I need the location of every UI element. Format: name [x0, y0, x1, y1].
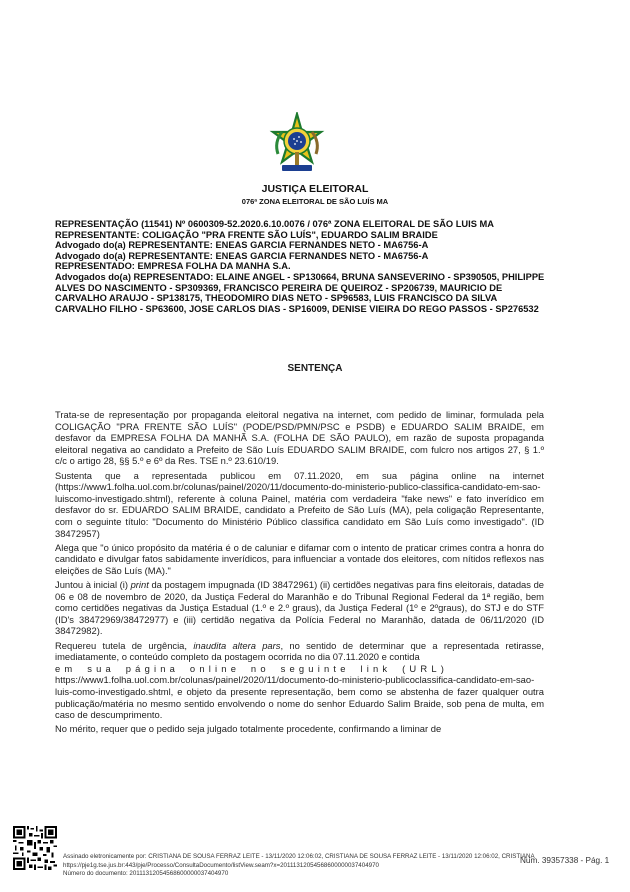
text-run: , no sentido de determinar que a representada retirasse, imediatamente, o conteúdo completo da postagem ocorrida no dia 07.11.2020 e contida	[55, 639, 545, 663]
document-title: SENTENÇA	[287, 363, 343, 374]
italic-term: print	[130, 579, 149, 591]
qr-code-icon[interactable]	[13, 826, 57, 870]
text-run: em sua página online no seguinte link (URL)	[55, 662, 449, 674]
defendant: REPRESENTADO: EMPRESA FOLHA DA MANHA S.A.	[55, 261, 291, 272]
text-run: https://www1.folha.uol.com.br/colunas/painel/2020/11/documento-do-ministerio-publicoclassifica-candidato-em-sao-luis-como-investigado.shtml, e objeto da presente representação, bem como se abstenha de fazer qualquer outra publicação/matéria no mesmo sentido envolvendo o nome do senhor Eduardo Salim Braide, sob pena de multa, em caso de descumprimento.	[55, 674, 544, 721]
case-caption	[55, 219, 545, 314]
paragraph: Sustenta que a representada publicou em 07.11.2020, em sua página online na internet (https://www1.folha.uol.com.br/colunas/painel/2020/11/documento-do-ministerio-publico-classifica-candidato-em-sao-luiscomo-investigado.shtml), referente à coluna Painel, matéria com verdadeira "fake news" e fato inverídico em desfavor do sr. EDUARDO SALIM BRAIDE, candidato a Prefeito de São Luís (MA), pela coligação Representante, com o seguinte título: "Documento do Ministério Público classifica candidato em São Luís como investigado". (ID 38472957)	[55, 469, 544, 539]
paragraph	[55, 640, 544, 721]
sentence-body	[55, 409, 544, 738]
text-run: Requereu tutela de urgência,	[55, 639, 194, 651]
case-number: REPRESENTAÇÃO (11541) Nº 0600309-52.2020.6.10.0076 / 076ª ZONA ELEITORAL DE SÃO LUIS MA	[55, 219, 494, 229]
signature-info	[63, 853, 535, 879]
court-name: JUSTIÇA ELEITORAL	[261, 183, 369, 195]
paragraph: Trata-se de representação por propaganda eleitoral negativa na internet, com pedido de liminar, formulada pela COLIGAÇÃO "PRA FRENTE SÃO LUÍS" (PODE/PSD/PMN/PSC e PSDB) e EDUARDO SALIM BRAIDE, em desfavor da EMPRESA FOLHA DA MANHÃ S.A. (FOLHA DE SÃO PAULO), em razão de suposta propaganda eleitoral negativa ao candidato a Prefeito de São Luís EDUARDO SALIM BRAIDE, com fulcro nos artigos 27, § 1.º c/c o artigo 28, §§ 5.º e 6º da Res. TSE n.º 23.610/19.	[55, 409, 544, 467]
plaintiff-lawyer: Advogado do(a) REPRESENTANTE: ENEAS GARCIA FERNANDES NETO - MA6756-A	[55, 250, 429, 261]
italic-term: inaudita altera pars	[193, 639, 281, 651]
paragraph: Alega que "o único propósito da matéria é o de caluniar e difamar com o intento de praticar crimes contra a honra do candidato e divulgar fatos sabidamente inverídicos, para influenciar a vontade dos eleitores, com nítidos reflexos nas eleições de São Luís (MA)."	[55, 541, 544, 576]
document-number: Número do documento: 20111312054568600000037404970	[63, 870, 229, 878]
plaintiff: REPRESENTANTE: COLIGAÇÃO "PRA FRENTE SÃO LUÍS", EDUARDO SALIM BRAIDE	[55, 229, 438, 240]
signature-footer	[0, 826, 630, 892]
plaintiff-lawyer: Advogado do(a) REPRESENTANTE: ENEAS GARCIA FERNANDES NETO - MA6756-A	[55, 240, 429, 251]
brasao-republica-emblem	[268, 112, 326, 174]
text-run: da postagem impugnada (ID 38472961) (ii) certidões negativas para fins eleitorais, datadas de 06 e 08 de novembro de 2020, da Justiça Federal do Maranhão e do Tribunal Regional Federal da 1ª região, bem como certidões negativas da Justiça Estadual (1.º e 2.º graus), da Justiça Federal (1º e 2ºgraus), do STJ e do STF (ID's 38472969/38472977) e (iii) certidão negativa da Polícia Federal no Maranhão, datada de 06/11/2020 (ID 38472982).	[55, 579, 544, 637]
paragraph: No mérito, requer que o pedido seja julgado totalmente procedente, confirmando a liminar de	[55, 723, 442, 735]
page-number: Num. 39357338 - Pág. 1	[520, 856, 610, 865]
text-run: Juntou à inicial (i)	[55, 579, 131, 591]
electoral-zone: 076ª ZONA ELEITORAL DE SÃO LUÍS MA	[241, 197, 389, 206]
verification-url[interactable]: https://pje1g.tse.jus.br:443/pje/Processo/ConsultaDocumento/listView.seam?x=20111312054568600000037404970	[63, 861, 379, 869]
signed-by: Assinado eletronicamente por: CRISTIANA DE SOUSA FERRAZ LEITE - 13/11/2020 12:06:02, CRISTIANA DE SOUSA FERRAZ LEITE - 13/11/2020 12:06:02, CRISTIANA	[63, 853, 535, 860]
defendant-lawyers: Advogados do(a) REPRESENTADO: ELAINE ANGEL - SP130664, BRUNA SANSEVERINO - SP390505, PHILIPPE ALVES DO NASCIMENTO - SP309369, FRANCISCO PEREIRA DE QUEIROZ - SP206739, MAURICIO DE CARVALHO ARAUJO - SP138175, THEODOMIRO DIAS NETO - SP96583, LUIS FRANCISCO DA SILVA CARVALHO FILHO - SP63600, JOSE CARLOS DIAS - SP16009, DENISE VIEIRA DO REGO PASSOS - SP276532	[55, 271, 545, 314]
paragraph	[55, 579, 544, 637]
